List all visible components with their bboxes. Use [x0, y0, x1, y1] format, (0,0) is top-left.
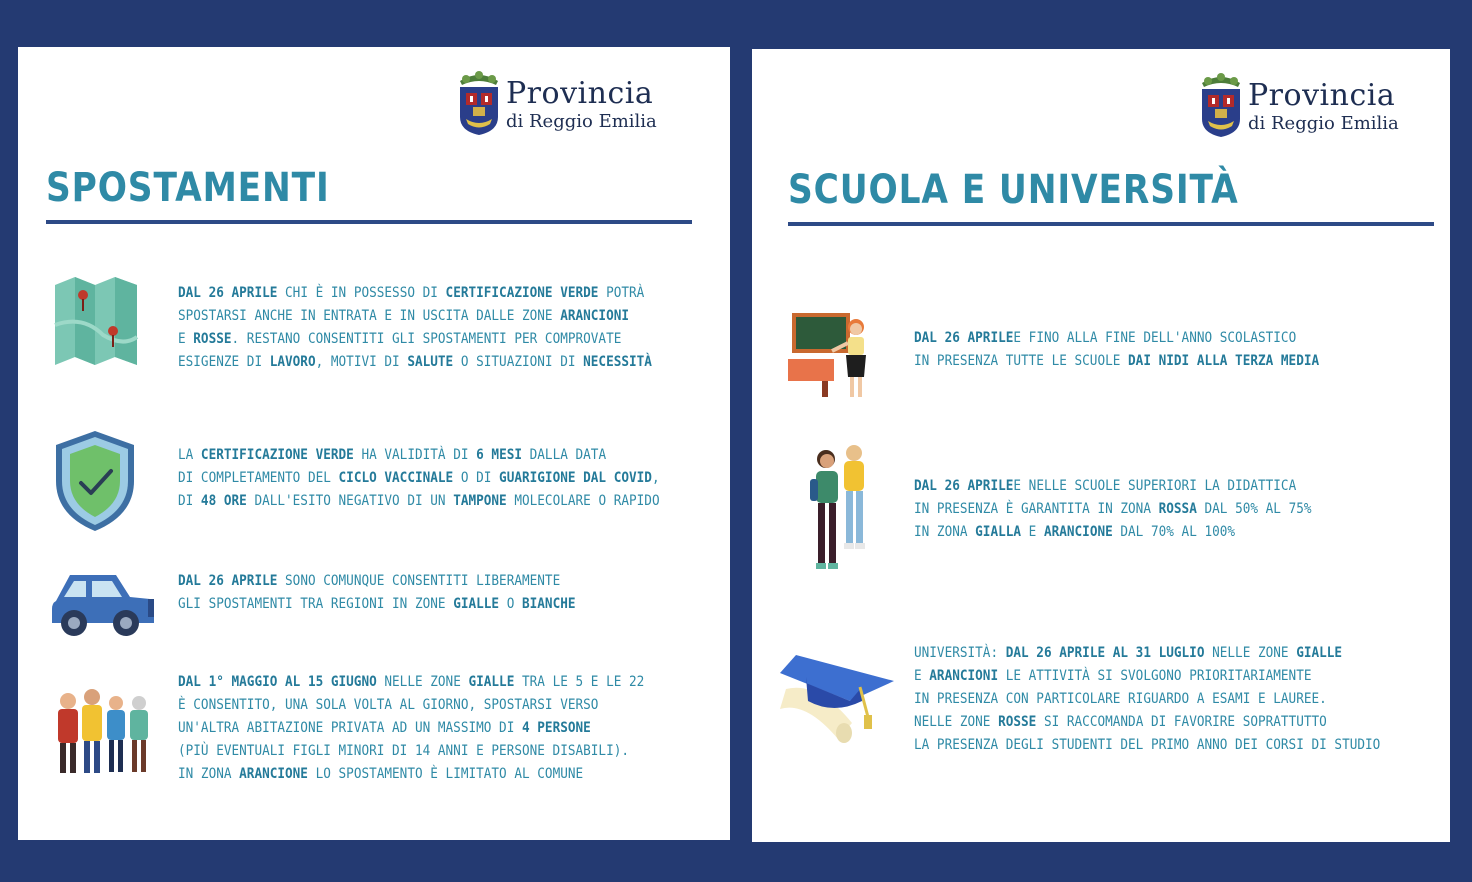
page-title: SPOSTAMENTI — [46, 165, 330, 211]
body-text: IN ZONA — [914, 523, 976, 540]
text-line — [178, 304, 652, 327]
text-line — [914, 326, 1319, 349]
body-text: ESIGENZE DI — [178, 353, 270, 370]
body-text: TRA LE 5 E LE 22 — [514, 673, 645, 690]
text-line — [178, 670, 644, 693]
text-line — [914, 664, 1380, 687]
highlight-text: CICLO VACCINALE — [338, 469, 454, 486]
body-text: . RESTANO CONSENTITI GLI SPOSTAMENTI PER COMPROVATE — [231, 330, 622, 347]
shield-check-icon — [54, 429, 136, 533]
body-text: DAL 50% AL 75% — [1196, 500, 1312, 517]
highlight-text: GIALLA — [975, 523, 1022, 540]
highlight-text: BIANCHE — [521, 595, 576, 612]
page-title: SCUOLA E UNIVERSITÀ — [788, 167, 1239, 213]
logo-name: Provincia — [1248, 78, 1396, 113]
highlight-text: ARANCIONE — [1043, 523, 1113, 540]
body-text: E — [1021, 523, 1044, 540]
highlight-text: CERTIFICAZIONE VERDE — [200, 446, 354, 463]
highlight-text: GIALLE — [1296, 644, 1343, 661]
title-divider — [788, 222, 1434, 226]
highlight-text: LAVORO — [269, 353, 316, 370]
item-certificazione-verde — [178, 443, 660, 512]
text-line — [178, 716, 644, 739]
text-line — [914, 733, 1380, 756]
text-line — [178, 443, 660, 466]
body-text: GLI SPOSTAMENTI TRA REGIONI IN ZONE — [178, 595, 454, 612]
body-text: SONO COMUNQUE CONSENTITI LIBERAMENTE — [277, 572, 561, 589]
students-icon — [804, 443, 876, 575]
highlight-text: ROSSE — [998, 713, 1037, 730]
body-text: DI COMPLETAMENTO DEL — [178, 469, 339, 486]
highlight-text: TAMPONE — [453, 492, 507, 509]
text-line — [178, 569, 576, 592]
body-text: IN PRESENZA È GARANTITA IN ZONA — [914, 500, 1159, 517]
highlight-text: DAL 26 APRILE — [914, 329, 1014, 346]
panel-scuola-universita — [752, 49, 1450, 842]
highlight-text: SALUTE — [407, 353, 454, 370]
text-line — [178, 489, 660, 512]
body-text: LA — [178, 446, 201, 463]
highlight-text: ARANCIONI — [560, 307, 629, 324]
map-icon — [53, 275, 139, 367]
body-text: SPOSTARSI ANCHE IN ENTRATA E IN USCITA DALLE ZONE — [178, 307, 561, 324]
coat-of-arms-icon — [1198, 71, 1244, 139]
body-text: E — [914, 667, 930, 684]
body-text: È CONSENTITO, UNA SOLA VOLTA AL GIORNO, SPOSTARSI VERSO — [178, 696, 599, 713]
body-text: DALL'ESITO NEGATIVO DI UN — [246, 492, 454, 509]
text-line — [178, 693, 644, 716]
item-scuole-nidi-medie — [914, 326, 1319, 372]
text-line — [914, 687, 1380, 710]
highlight-text: GUARIGIONE DAL COVID — [499, 469, 652, 486]
body-text: E — [178, 330, 194, 347]
item-scuole-superiori — [914, 474, 1312, 543]
logo-subname: di Reggio Emilia — [1248, 113, 1399, 134]
body-text: IN PRESENZA TUTTE LE SCUOLE — [914, 352, 1129, 369]
body-text: O DI — [453, 469, 500, 486]
text-line — [178, 466, 660, 489]
text-line — [178, 762, 644, 785]
body-text: O — [499, 595, 522, 612]
body-text: NELLE ZONE — [1204, 644, 1297, 661]
item-spostamenti-abitazione — [178, 670, 644, 785]
body-text: IN ZONA — [178, 765, 240, 782]
highlight-text: DAI NIDI ALLA TERZA MEDIA — [1128, 352, 1320, 369]
highlight-text: CERTIFICAZIONE VERDE — [445, 284, 599, 301]
body-text: MOLECOLARE O RAPIDO — [506, 492, 660, 509]
highlight-text: GIALLE — [453, 595, 500, 612]
item-universita — [914, 641, 1380, 756]
text-line — [178, 739, 644, 762]
title-divider — [46, 220, 692, 224]
body-text: , MOTIVI DI — [315, 353, 408, 370]
provincia-logo — [456, 67, 696, 143]
body-text: POTRÀ — [598, 284, 645, 301]
text-line — [178, 592, 576, 615]
logo-subname: di Reggio Emilia — [506, 111, 657, 132]
highlight-text: GIALLE — [468, 673, 515, 690]
body-text: UNIVERSITÀ: — [914, 644, 1006, 661]
teacher-blackboard-icon — [786, 311, 874, 401]
graduation-cap-icon — [778, 653, 896, 747]
body-text: E FINO ALLA FINE DELL'ANNO SCOLASTICO — [1013, 329, 1297, 346]
highlight-text: NECESSITÀ — [583, 353, 652, 370]
body-text: NELLE ZONE — [376, 673, 469, 690]
text-line — [914, 520, 1312, 543]
highlight-text: 4 PERSONE — [521, 719, 591, 736]
body-text: LE ATTIVITÀ SI SVOLGONO PRIORITARIAMENTE — [998, 667, 1312, 684]
text-line — [914, 474, 1312, 497]
body-text: SI RACCOMANDA DI FAVORIRE SOPRATTUTTO — [1036, 713, 1327, 730]
body-text: (PIÙ EVENTUALI FIGLI MINORI DI 14 ANNI E PERSONE DISABILI). — [178, 742, 629, 759]
highlight-text: DAL 26 APRILE — [914, 477, 1014, 494]
body-text: NELLE ZONE — [914, 713, 999, 730]
text-line — [914, 349, 1319, 372]
highlight-text: DAL 26 APRILE — [178, 284, 278, 301]
body-text: DI — [178, 492, 201, 509]
body-text: HA VALIDITÀ DI — [353, 446, 477, 463]
highlight-text: 6 MESI — [476, 446, 523, 463]
highlight-text: ARANCIONE — [239, 765, 308, 782]
panel-spostamenti — [18, 47, 730, 840]
text-line — [914, 710, 1380, 733]
item-spostamenti-regioni — [178, 569, 576, 615]
body-text: DAL 70% AL 100% — [1112, 523, 1236, 540]
body-text: O SITUAZIONI DI — [453, 353, 584, 370]
body-text: E NELLE SCUOLE SUPERIORI LA DIDATTICA — [1013, 477, 1297, 494]
body-text: LA PRESENZA DEGLI STUDENTI DEL PRIMO ANNO DEI CORSI DI STUDIO — [914, 736, 1381, 753]
highlight-text: DAL 26 APRILE AL 31 LUGLIO — [1005, 644, 1205, 661]
highlight-text: DAL 26 APRILE — [178, 572, 278, 589]
highlight-text: ROSSE — [193, 330, 232, 347]
body-text: IN PRESENZA CON PARTICOLARE RIGUARDO A ESAMI E LAUREE. — [914, 690, 1327, 707]
body-text: , — [651, 469, 660, 486]
highlight-text: ROSSA — [1158, 500, 1197, 517]
provincia-logo — [1198, 69, 1438, 145]
highlight-text: 48 ORE — [200, 492, 247, 509]
people-group-icon — [52, 687, 156, 777]
text-line — [178, 327, 652, 350]
body-text: CHI È IN POSSESSO DI — [277, 284, 446, 301]
text-line — [914, 497, 1312, 520]
highlight-text: DAL 1° MAGGIO AL 15 GIUGNO — [178, 673, 377, 690]
text-line — [178, 281, 652, 304]
coat-of-arms-icon — [456, 69, 502, 137]
logo-name: Provincia — [506, 76, 654, 111]
body-text: DALLA DATA — [522, 446, 607, 463]
body-text: UN'ALTRA ABITAZIONE PRIVATA AD UN MASSIMO DI — [178, 719, 522, 736]
car-icon — [50, 569, 156, 639]
item-spostamenti-zone — [178, 281, 652, 373]
highlight-text: ARANCIONI — [929, 667, 999, 684]
text-line — [914, 641, 1380, 664]
text-line — [178, 350, 652, 373]
body-text: LO SPOSTAMENTO È LIMITATO AL COMUNE — [307, 765, 584, 782]
